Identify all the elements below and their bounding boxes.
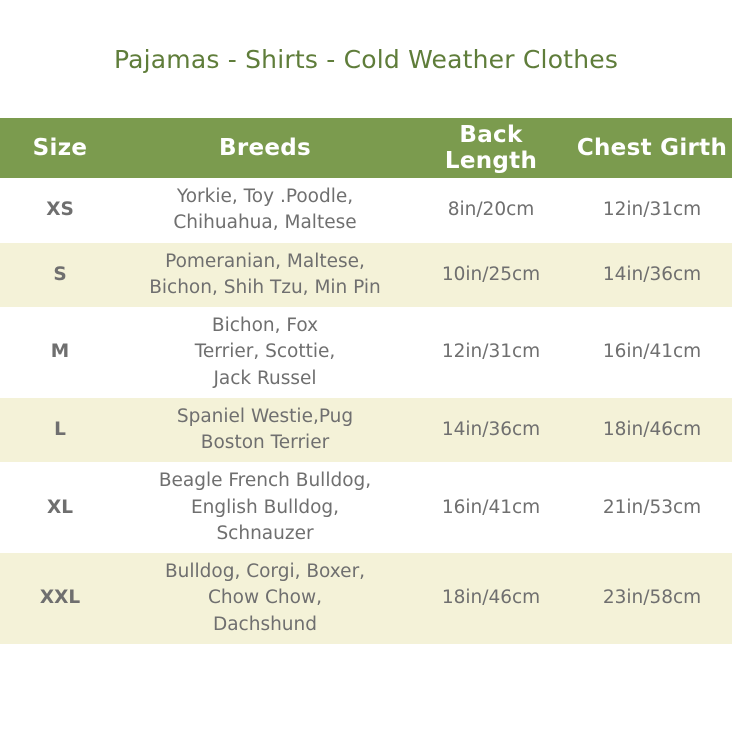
cell-back-length: 10in/25cm — [410, 243, 572, 308]
cell-breeds — [120, 553, 410, 644]
breed-line: Bulldog, Corgi, Boxer, — [164, 561, 366, 583]
cell-breeds — [120, 178, 410, 243]
cell-size: S — [0, 243, 120, 308]
bottom-whitespace — [0, 644, 732, 732]
table-row — [0, 243, 732, 308]
cell-size: XL — [0, 462, 120, 553]
table-body — [0, 178, 732, 644]
table-header — [0, 118, 732, 178]
column-header-back-length: Back Length — [410, 118, 572, 178]
cell-breeds — [120, 307, 410, 398]
table-row — [0, 553, 732, 644]
cell-back-length: 18in/46cm — [410, 553, 572, 644]
breed-line: English Bulldog, — [190, 496, 340, 518]
breed-line: Chihuahua, Maltese — [173, 212, 357, 234]
table-row — [0, 178, 732, 243]
breed-line: Schnauzer — [216, 522, 314, 544]
size-chart-table — [0, 118, 732, 644]
cell-breeds — [120, 462, 410, 553]
cell-back-length: 12in/31cm — [410, 307, 572, 398]
breed-line: Boston Terrier — [200, 432, 330, 454]
breed-line: Pomeranian, Maltese, — [165, 250, 365, 272]
table-row — [0, 398, 732, 463]
cell-chest-girth: 14in/36cm — [572, 243, 732, 308]
cell-size: L — [0, 398, 120, 463]
cell-chest-girth: 12in/31cm — [572, 178, 732, 243]
cell-back-length: 16in/41cm — [410, 462, 572, 553]
breed-line: Yorkie, Toy .Poodle, — [176, 186, 354, 207]
cell-chest-girth: 16in/41cm — [572, 307, 732, 398]
cell-size: XS — [0, 178, 120, 243]
cell-breeds — [120, 243, 410, 308]
column-header-size: Size — [0, 118, 120, 178]
breed-line: Chow Chow, — [208, 587, 322, 609]
cell-size: XXL — [0, 553, 120, 644]
cell-breeds — [120, 398, 410, 463]
table-row — [0, 462, 732, 553]
table-header-row — [0, 118, 732, 178]
breed-line: Dachshund — [212, 613, 318, 635]
cell-back-length: 14in/36cm — [410, 398, 572, 463]
column-header-chest-girth: Chest Girth — [572, 118, 732, 178]
page-title: Pajamas - Shirts - Cold Weather Clothes — [113, 45, 619, 74]
table-row — [0, 307, 732, 398]
breed-line: Jack Russel — [213, 367, 317, 389]
breed-line: Bichon, Fox — [211, 315, 319, 337]
column-header-breeds: Breeds — [120, 118, 410, 178]
breed-line: Spaniel Westie,Pug — [176, 405, 354, 427]
cell-chest-girth: 18in/46cm — [572, 398, 732, 463]
breed-line: Bichon, Shih Tzu, Min Pin — [149, 276, 381, 298]
cell-back-length: 8in/20cm — [410, 178, 572, 243]
cell-chest-girth: 21in/53cm — [572, 462, 732, 553]
cell-size: M — [0, 307, 120, 398]
cell-chest-girth: 23in/58cm — [572, 553, 732, 644]
breed-line: Beagle French Bulldog, — [158, 470, 372, 492]
breed-line: Terrier, Scottie, — [194, 341, 336, 363]
